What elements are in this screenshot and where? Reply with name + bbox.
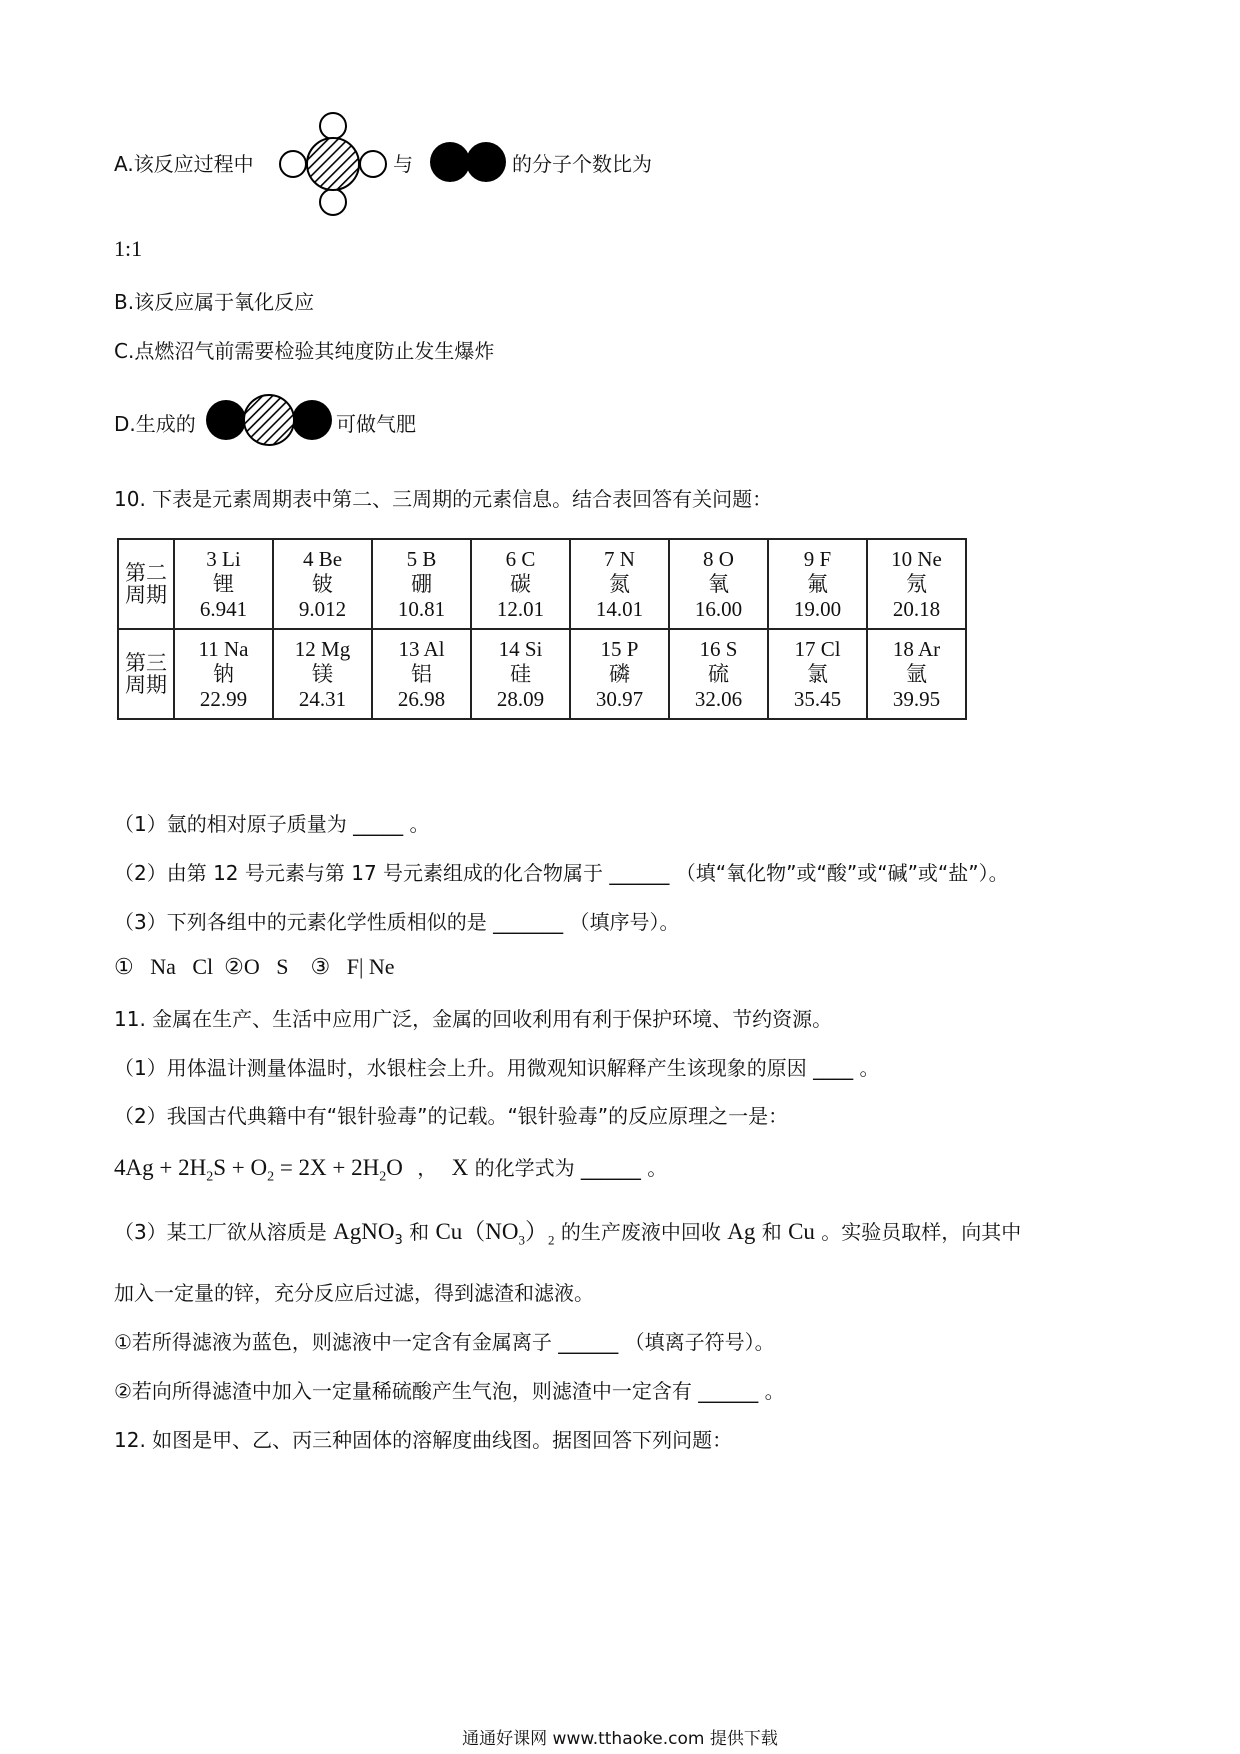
element-cell: 10 Ne 氖 20.18 (867, 539, 966, 629)
period-label: 第二周期 (118, 539, 174, 629)
reaction-equation: $4Ag + 2H_2S + O_2 = 2X + 2H_2O$ (114, 1155, 403, 1185)
question-10-stem: 10. 下表是元素周期表中第二、三周期的元素信息。结合表回答有关问题： (114, 487, 773, 511)
period-row-3 (118, 629, 966, 719)
question-11-part-2: （2）我国古代典籍中有“银针验毒”的记载。“银针验毒”的反应原理之一是： (114, 1104, 789, 1128)
option-a-ratio: 1:1 (114, 236, 143, 261)
question-10-part-2: （2）由第 12 号元素与第 17 号元素组成的化合物属于 ______ （填“氧化物”或“酸”或“碱”或“盐”）。 (114, 861, 1009, 885)
question-10-part-3-options: ① Na Cl ②O S ③ F| Ne (114, 954, 395, 979)
element-cell: 9 F 氟 19.00 (768, 539, 867, 629)
option-c: C.点燃沼气前需要检验其纯度防止发生爆炸 (114, 339, 495, 363)
element-cell: 18 Ar 氩 39.95 (867, 629, 966, 719)
question-11-part-3-line-1: （3）某工厂欲从溶质是 AgNO$_3$ 和 $Cu(NO_3)_2$ 的生产废液中回收 Ag 和 Cu 。实验员取样，向其中 (114, 1219, 1022, 1248)
option-a-suffix: 的分子个数比为 (512, 152, 652, 176)
element-cell: 14 Si 硅 28.09 (471, 629, 570, 719)
element-cell: 12 Mg 镁 24.31 (273, 629, 372, 719)
element-cell: 16 S 硫 32.06 (669, 629, 768, 719)
element-cell: 17 Cl 氯 35.45 (768, 629, 867, 719)
element-cell: 7 N 氮 14.01 (570, 539, 669, 629)
period-label: 第三周期 (118, 629, 174, 719)
option-a-prefix: A.该反应过程中 (114, 152, 254, 176)
element-cell: 11 Na 钠 22.99 (174, 629, 273, 719)
question-11-part-1: （1）用体温计测量体温时，水银柱会上升。用微观知识解释产生该现象的原因 ____ 。 (114, 1056, 880, 1080)
element-cell: 4 Be 铍 9.012 (273, 539, 372, 629)
question-10-part-3: （3）下列各组中的元素化学性质相似的是 _______ （填序号）。 (114, 910, 680, 934)
periodic-table (117, 538, 967, 720)
option-a-mid: 与 (393, 152, 413, 176)
methane-molecule-icon (277, 110, 389, 218)
period-row-2 (118, 539, 966, 629)
option-b: B.该反应属于氧化反应 (114, 290, 315, 314)
question-10-part-1: （1）氩的相对原子质量为 _____ 。 (114, 812, 430, 836)
option-d-prefix: D.生成的 (114, 412, 196, 436)
question-11-part-3-line-2: 加入一定量的锌，充分反应后过滤，得到滤渣和滤液。 (114, 1281, 594, 1305)
page-footer: 通通好课网 www.tthaoke.com 提供下载 (462, 1729, 778, 1749)
element-cell: 13 Al 铝 26.98 (372, 629, 471, 719)
element-cell: 6 C 碳 12.01 (471, 539, 570, 629)
question-11-part-3-ii: ②若向所得滤渣中加入一定量稀硫酸产生气泡，则滤渣中一定含有 ______ 。 (114, 1379, 785, 1403)
question-11-part-3-i: ①若所得滤液为蓝色，则滤液中一定含有金属离子 ______ （填离子符号）。 (114, 1330, 775, 1354)
option-d-suffix: 可做气肥 (336, 412, 416, 436)
carbon-dioxide-molecule-icon (204, 394, 334, 446)
question-11-stem: 11. 金属在生产、生活中应用广泛，金属的回收利用有利于保护环境、节约资源。 (114, 1007, 833, 1031)
element-cell: 3 Li 锂 6.941 (174, 539, 273, 629)
reaction-equation-line: $4Ag + 2H_2S + O_2 = 2X + 2H_2O$ ， X 的化学式为 ______ 。 (114, 1155, 668, 1185)
question-12-stem: 12. 如图是甲、乙、丙三种固体的溶解度曲线图。据图回答下列问题： (114, 1428, 733, 1452)
element-cell: 15 P 磷 30.97 (570, 629, 669, 719)
oxygen-molecule-icon (430, 140, 508, 184)
element-cell: 5 B 硼 10.81 (372, 539, 471, 629)
element-cell: 8 O 氧 16.00 (669, 539, 768, 629)
